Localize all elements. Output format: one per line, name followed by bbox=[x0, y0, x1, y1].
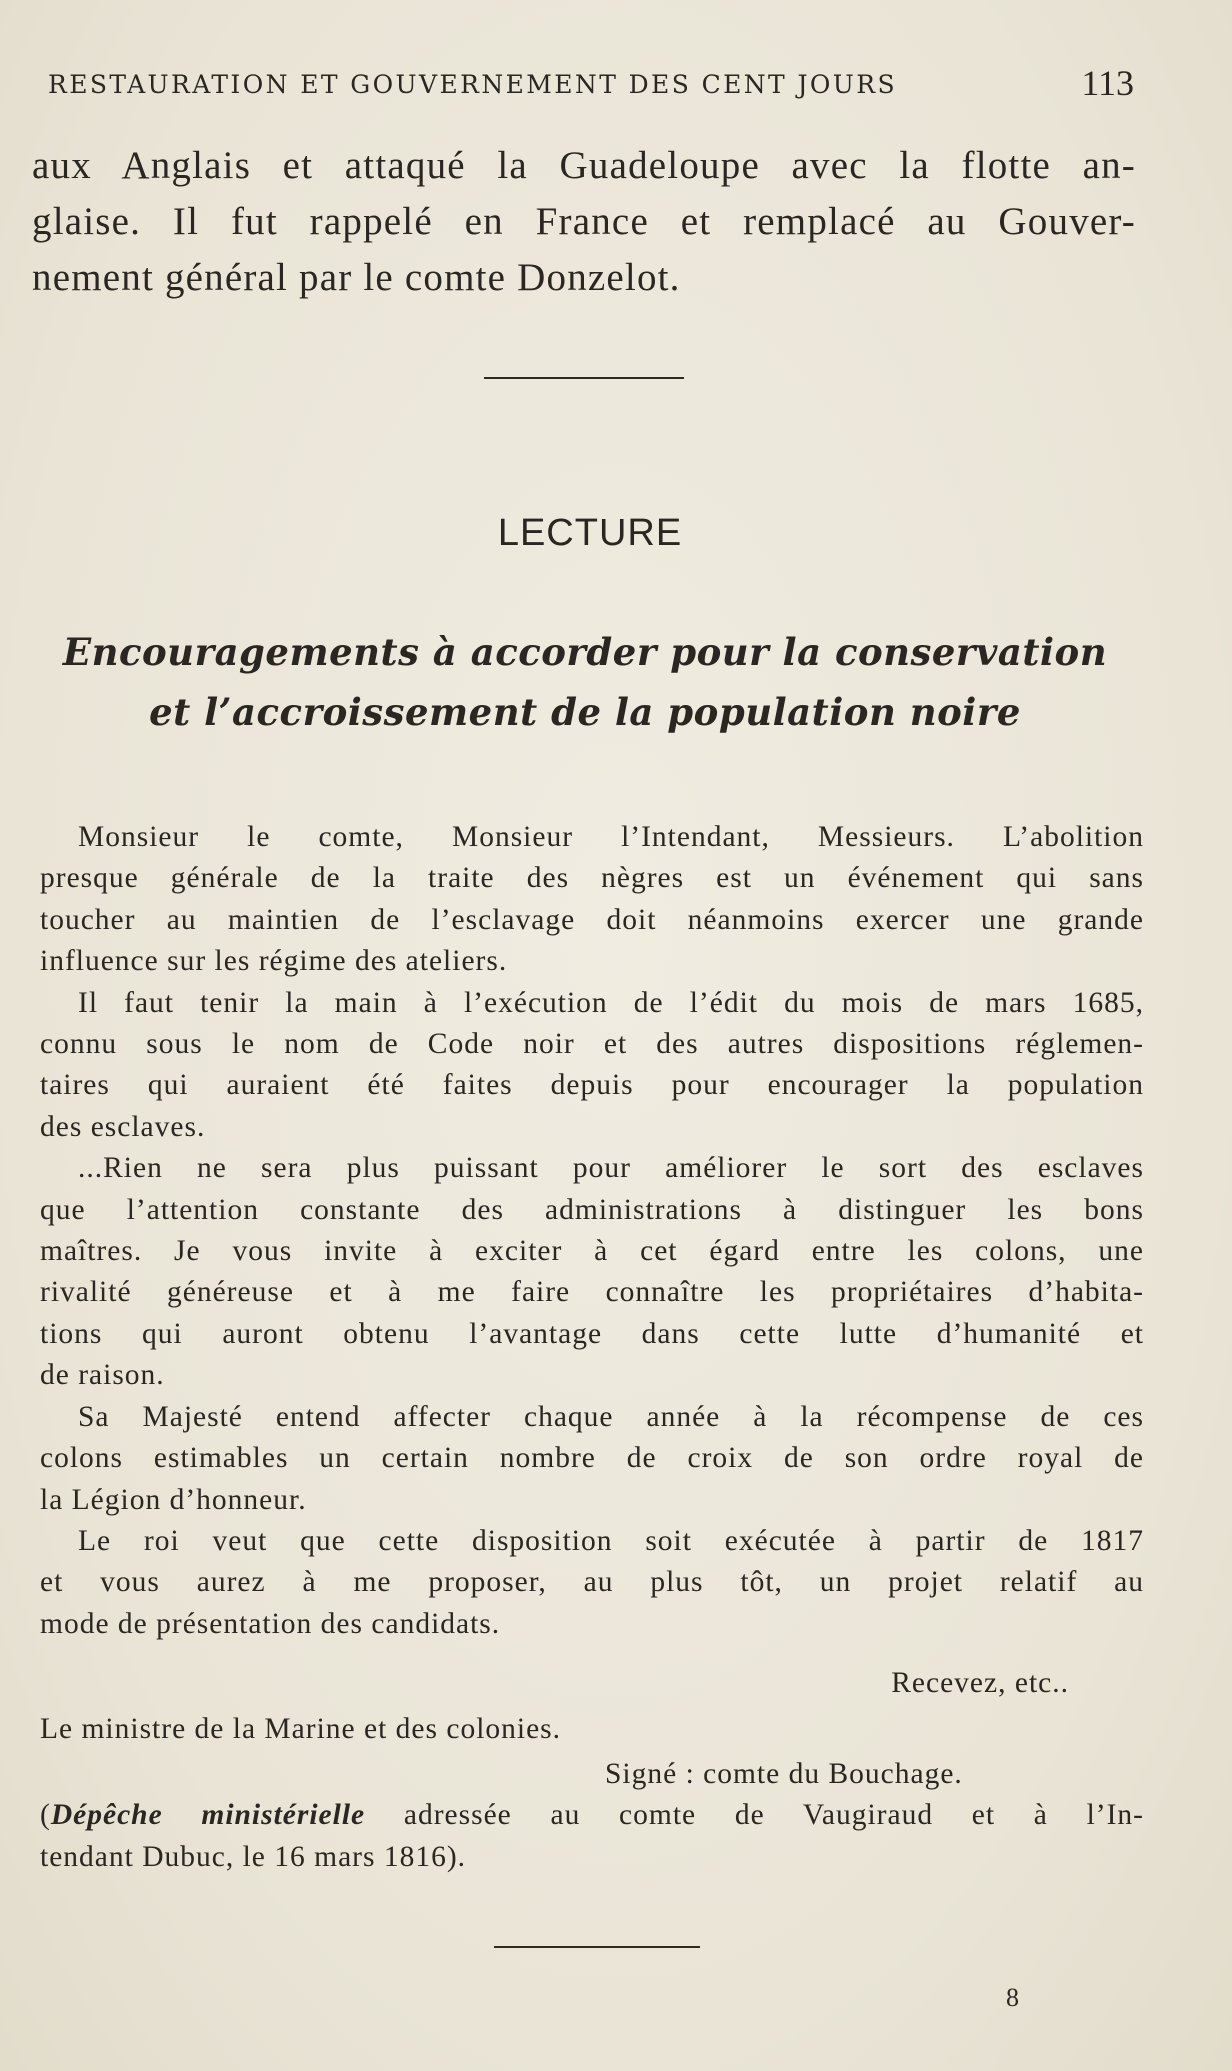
opening-line: glaise. Il fut rappelé en France et remplacé au Gouver- bbox=[32, 200, 1136, 243]
section-label: LECTURE bbox=[497, 512, 683, 554]
running-title: RESTAURATION ET GOUVERNEMENT DES CENT JOURS bbox=[48, 70, 897, 99]
body-line: colons estimables un certain nombre de croix de son ordre royal de bbox=[40, 1442, 1144, 1475]
body-line: la Légion d’honneur. bbox=[40, 1483, 307, 1516]
body-line: ...Rien ne sera plus puissant pour améliorer le sort des esclaves bbox=[78, 1152, 1144, 1185]
closing-salutation: Recevez, etc.. bbox=[891, 1667, 1069, 1700]
source-note-rest: adressée au comte de Vaugiraud et à l’In- bbox=[365, 1799, 1145, 1832]
opening-line: nement général par le comte Donzelot. bbox=[32, 256, 681, 299]
body-line: Sa Majesté entend affecter chaque année à la récompense de ces bbox=[78, 1400, 1144, 1433]
running-head bbox=[48, 62, 1134, 102]
signature-line: Signé : comte du Bouchage. bbox=[605, 1757, 963, 1790]
body-line: mode de présentation des candidats. bbox=[40, 1607, 501, 1640]
page-number: 113 bbox=[1081, 63, 1134, 103]
letter-body bbox=[40, 817, 1144, 1878]
body-line: presque générale de la traite des nègres est un événement qui sans bbox=[40, 862, 1144, 895]
opening-paragraph bbox=[32, 138, 1136, 306]
section-title bbox=[30, 622, 1140, 742]
body-line: que l’attention constante des administrations à distinguer les bons bbox=[40, 1193, 1144, 1226]
source-note-italic: Dépêche ministérielle bbox=[50, 1799, 366, 1832]
body-line: rivalité généreuse et à me faire connaître les propriétaires d’habita- bbox=[40, 1276, 1144, 1309]
signature-mark: 8 bbox=[1006, 1983, 1019, 2012]
section-divider bbox=[484, 377, 684, 379]
body-line: maîtres. Je vous invite à exciter à cet égard entre les colons, une bbox=[40, 1235, 1144, 1268]
source-note-line bbox=[40, 1795, 1144, 1836]
sender-line: Le ministre de la Marine et des colonies. bbox=[40, 1712, 562, 1745]
body-line: connu sous le nom de Code noir et des autres dispositions réglemen- bbox=[40, 1028, 1144, 1061]
body-line: tions qui auront obtenu l’avantage dans cette lutte d’humanité et bbox=[40, 1317, 1144, 1350]
section-title-line: Encouragements à accorder pour la conservation bbox=[62, 630, 1108, 674]
body-line: de raison. bbox=[40, 1359, 165, 1392]
opening-line: aux Anglais et attaqué la Guadeloupe avec la flotte an- bbox=[32, 144, 1136, 187]
source-note-open: ( bbox=[40, 1799, 51, 1832]
source-note-line: tendant Dubuc, le 16 mars 1816). bbox=[40, 1840, 467, 1873]
body-line: influence sur les régime des ateliers. bbox=[40, 945, 508, 978]
body-line: taires qui auraient été faites depuis pour encourager la population bbox=[40, 1069, 1144, 1102]
body-line: Le roi veut que cette disposition soit exécutée à partir de 1817 bbox=[78, 1524, 1144, 1557]
body-line: Monsieur le comte, Monsieur l’Intendant, Messieurs. L’abolition bbox=[78, 821, 1144, 853]
body-line: et vous aurez à me proposer, au plus tôt, un projet relatif au bbox=[40, 1566, 1144, 1599]
body-line: Il faut tenir la main à l’exécution de l’édit du mois de mars 1685, bbox=[78, 986, 1144, 1019]
body-line: toucher au maintien de l’esclavage doit néanmoins exercer une grande bbox=[40, 903, 1144, 936]
closing-divider bbox=[494, 1946, 700, 1948]
section-title-line: et l’accroissement de la population noire bbox=[149, 690, 1021, 734]
body-line: des esclaves. bbox=[40, 1110, 206, 1143]
